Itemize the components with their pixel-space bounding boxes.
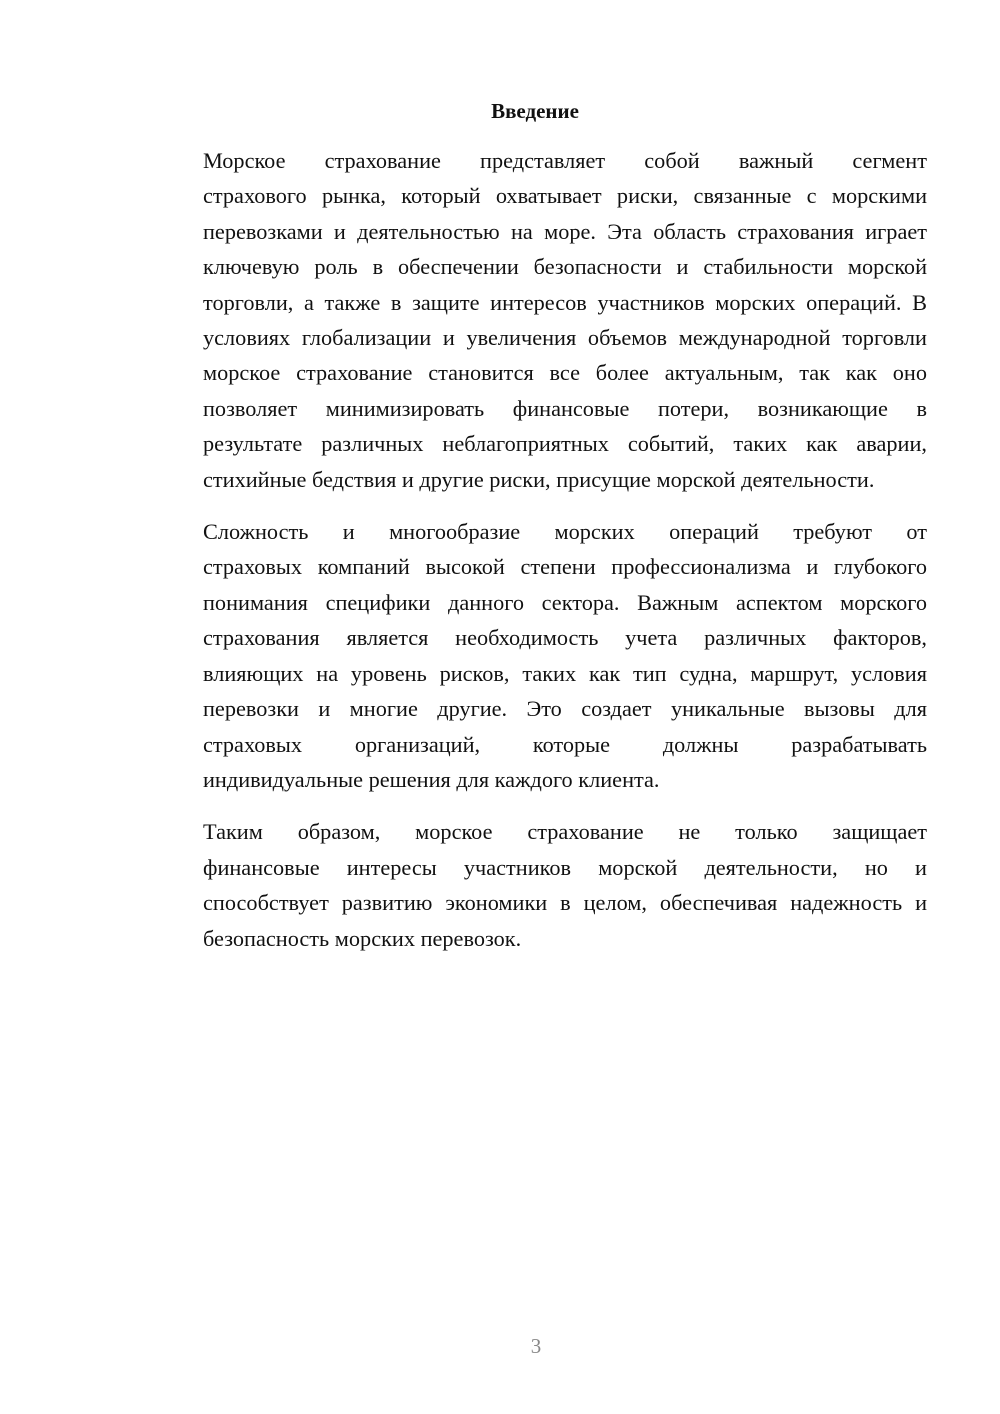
text-line: страховых компаний высокой степени профессионализма и глубокого [203, 554, 927, 580]
text-line: ключевую роль в обеспечении безопасности и стабильности морской [203, 254, 927, 280]
text-line: перевозками и деятельностью на море. Эта область страхования играет [203, 218, 927, 244]
text-line: безопасность морских перевозок. [203, 925, 522, 951]
text-line: индивидуальные решения для каждого клиента. [203, 766, 660, 792]
text-line: понимания специфики данного сектора. Важным аспектом морского [203, 589, 927, 615]
text-line: влияющих на уровень рисков, таких как тип судна, маршрут, условия [203, 660, 927, 686]
text-line: Таким образом, морское страхование не только защищает [203, 819, 927, 845]
document-body [143, 143, 927, 956]
text-line: перевозки и многие другие. Это создает уникальные вызовы для [203, 696, 927, 722]
text-line: Сложность и многообразие морских операций требуют от [203, 519, 927, 545]
paragraph-2 [143, 514, 927, 797]
text-line: стихийные бедствия и другие риски, присущие морской деятельности. [203, 466, 875, 492]
text-line: условиях глобализации и увеличения объемов международной торговли [203, 325, 927, 351]
text-line: морское страхование становится все более актуальным, так как оно [203, 360, 927, 386]
text-line: страхования является необходимость учета различных факторов, [203, 625, 927, 651]
text-line: способствует развитию экономики в целом, обеспечивая надежность и [203, 890, 927, 916]
page-number: 3 [530, 1334, 542, 1358]
text-line: страхового рынка, который охватывает риски, связанные с морскими [203, 183, 927, 209]
text-line: торговли, а также в защите интересов участников морских операций. В [203, 289, 927, 315]
text-line: Морское страхование представляет собой важный сегмент [203, 148, 927, 173]
text-line: финансовые интересы участников морской деятельности, но и [203, 854, 927, 880]
paragraph-1 [143, 143, 927, 497]
section-title: Введение [491, 99, 579, 123]
text-line: страховых организаций, которые должны разрабатывать [203, 731, 927, 757]
text-line: позволяет минимизировать финансовые потери, возникающие в [203, 395, 927, 421]
paragraph-3 [143, 814, 927, 956]
text-line: результате различных неблагоприятных событий, таких как аварии, [203, 431, 927, 457]
